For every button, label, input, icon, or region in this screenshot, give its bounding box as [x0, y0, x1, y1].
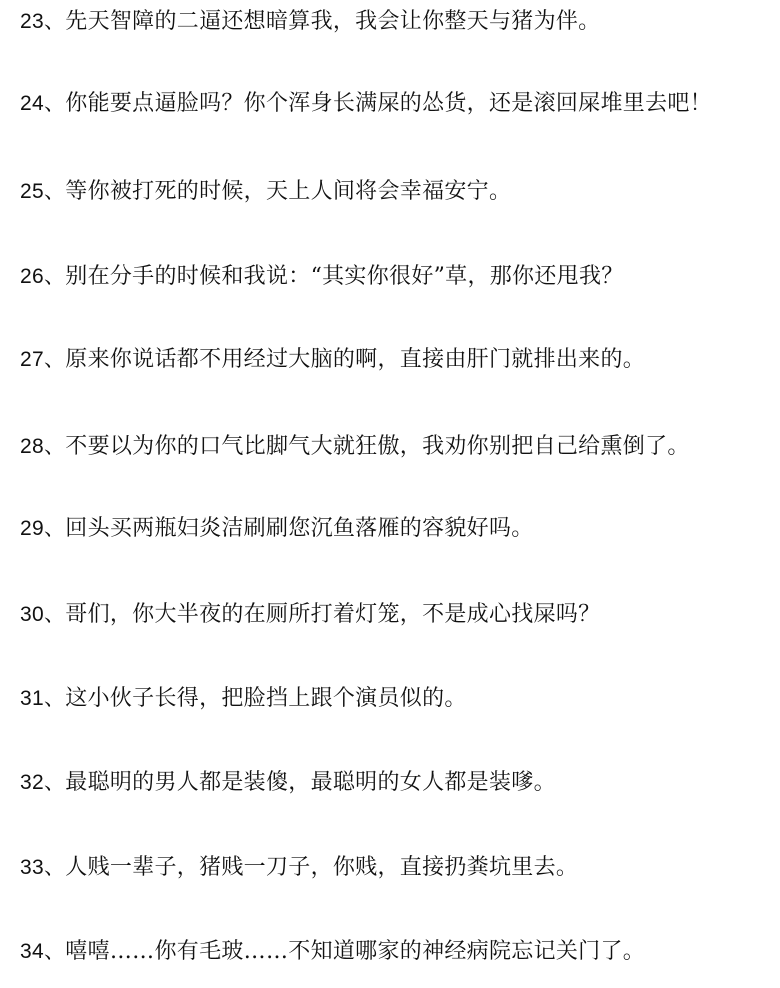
list-item — [20, 84, 772, 124]
item-number: 26、 — [20, 265, 66, 288]
item-text: 不要以为你的口气比脚气大就狂傲，我劝你别把自己给熏倒了。 — [65, 434, 690, 459]
item-text: 最聪明的男人都是装傻，最聪明的女人都是装嗲。 — [65, 770, 556, 795]
list-item — [20, 595, 772, 635]
item-text: 哥们，你大半夜的在厕所打着灯笼，不是成心找屎吗？ — [65, 602, 601, 627]
item-number: 28、 — [20, 435, 66, 458]
item-number: 23、 — [20, 10, 66, 33]
list-item — [20, 679, 772, 719]
item-text: 原来你说话都不用经过大脑的啊，直接由肝门就排出来的。 — [65, 347, 646, 372]
item-number: 31、 — [20, 687, 66, 710]
list-item — [20, 427, 772, 467]
item-number: 27、 — [20, 348, 66, 371]
list-item — [20, 509, 772, 549]
item-text: 这小伙子长得，把脸挡上跟个演员似的。 — [65, 686, 467, 711]
list-item — [20, 848, 772, 888]
item-number: 24、 — [20, 92, 66, 115]
list-item — [20, 340, 772, 380]
item-number: 25、 — [20, 180, 66, 203]
item-text: 先天智障的二逼还想暗算我，我会让你整天与猪为伴。 — [65, 9, 601, 34]
list-item — [20, 932, 772, 972]
item-number: 34、 — [20, 940, 66, 963]
list-item — [20, 172, 772, 212]
list-item — [20, 2, 772, 42]
item-number: 32、 — [20, 771, 66, 794]
item-text: 嘻嘻……你有毛玻……不知道哪家的神经病院忘记关门了。 — [65, 939, 646, 964]
item-number: 30、 — [20, 603, 66, 626]
item-number: 33、 — [20, 856, 66, 879]
item-text: 别在分手的时候和我说：“其实你很好”草，那你还甩我？ — [65, 264, 624, 289]
item-text: 你能要点逼脸吗？你个浑身长满屎的怂货，还是滚回屎堆里去吧！ — [65, 91, 712, 116]
item-text: 等你被打死的时候，天上人间将会幸福安宁。 — [65, 179, 512, 204]
item-text: 人贱一辈子，猪贱一刀子，你贱，直接扔粪坑里去。 — [65, 855, 579, 880]
item-text: 回头买两瓶妇炎洁刷刷您沉鱼落雁的容貌好吗。 — [65, 516, 534, 541]
list-item — [20, 763, 772, 803]
list-item — [20, 257, 772, 297]
item-number: 29、 — [20, 517, 66, 540]
